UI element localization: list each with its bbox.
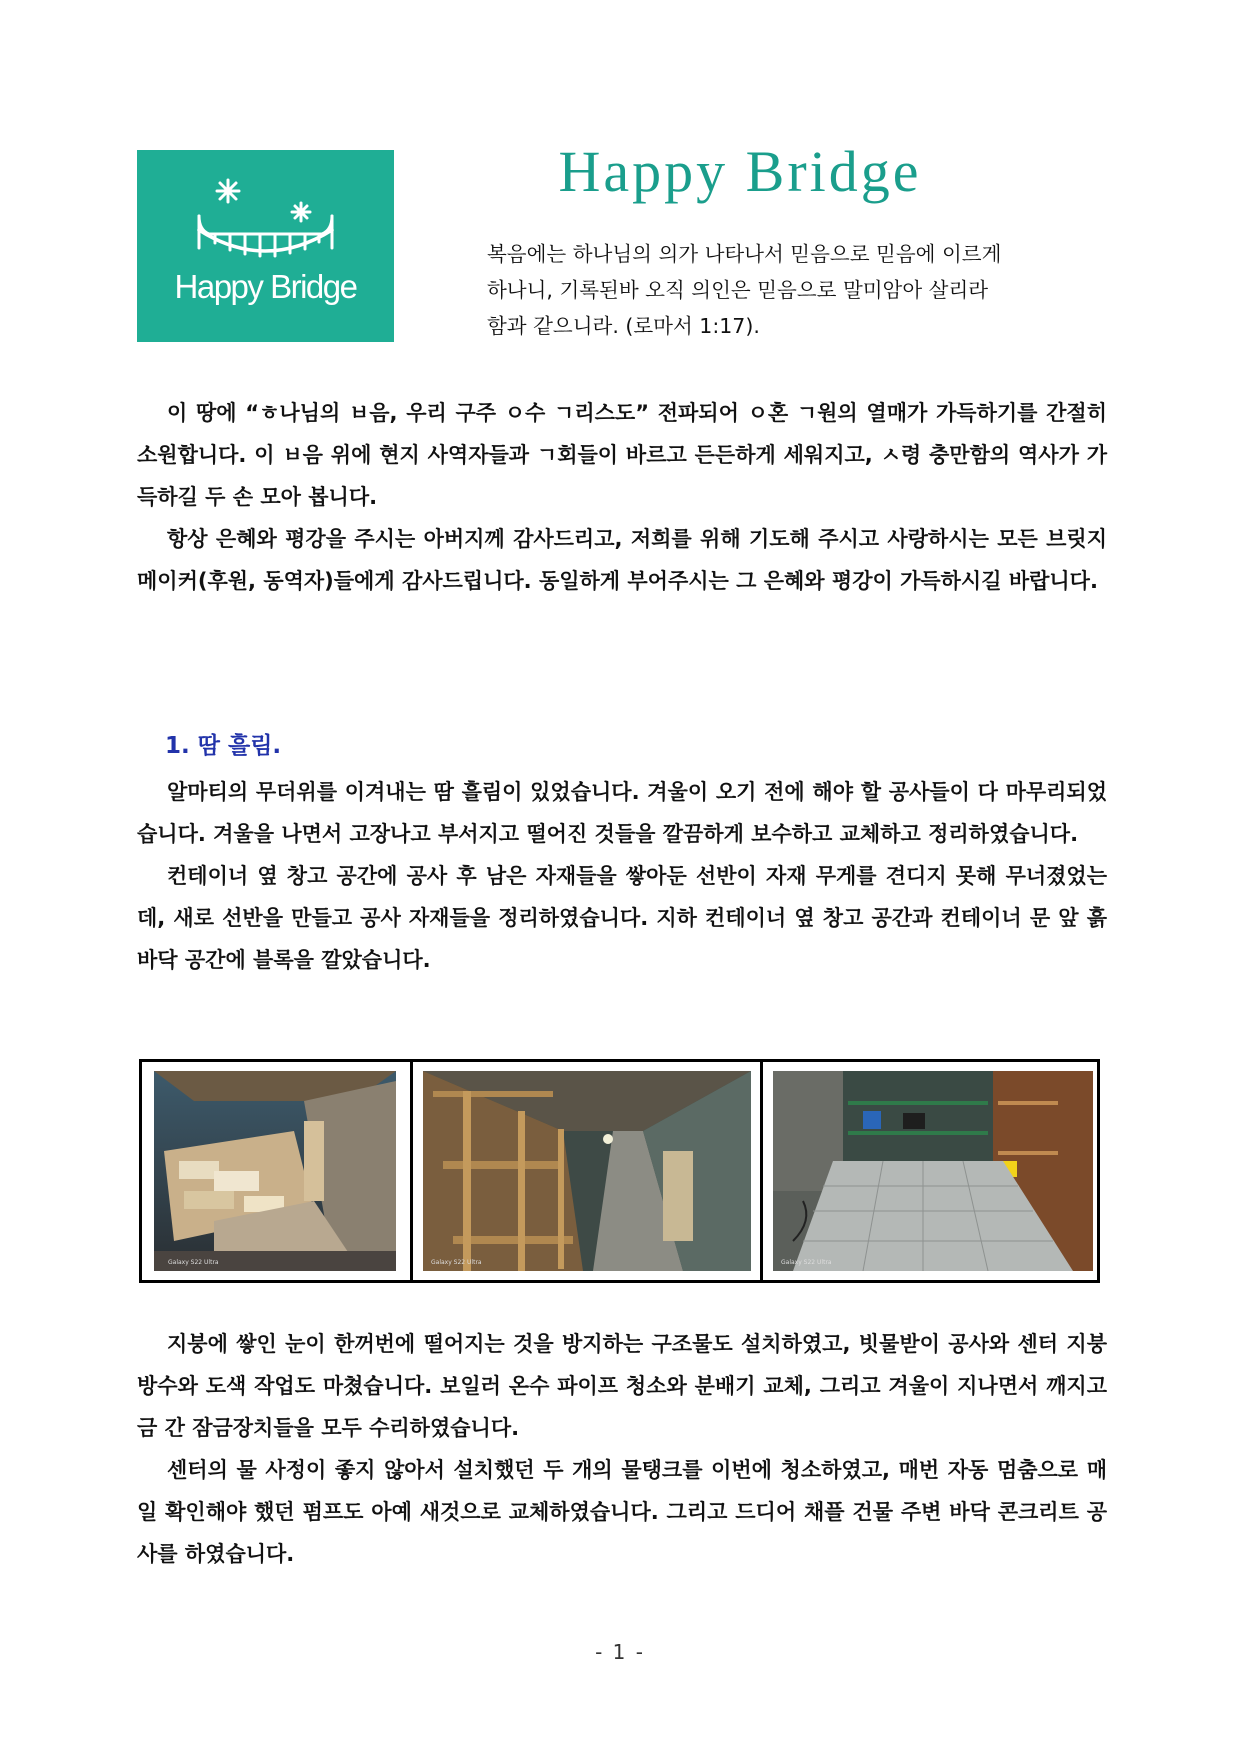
- section-text: [137, 1323, 1107, 1575]
- intro-paragraph: 이 땅에 “ㅎ나님의 ㅂ음, 우리 구주 ㅇ수 ㄱ리스도” 전파되어 ㅇ혼 ㄱ원의 열매가 가득하기를 간절히 소원합니다. 이 ㅂ음 위에 현지 사역자들과 ㄱ회들이 바르고 든든하게 세워지고, ㅅ령 충만함의 역사가 가득하길 두 손 모아 봅니다.: [137, 401, 1107, 509]
- section-text: [137, 771, 1107, 981]
- photo-table: [139, 1059, 1100, 1283]
- photo-cell: [142, 1062, 410, 1280]
- verse-line: 함과 같으니라. (로마서 1:17).: [487, 314, 760, 338]
- section-paragraph: 컨테이너 옆 창고 공간에 공사 후 남은 자재들을 쌓아둔 선반이 자재 무게를 견디지 못해 무너졌었는데, 새로 선반을 만들고 공사 자재들을 정리하였습니다. 지하 컨테이너 옆 창고 공간과 컨테이너 문 앞 흙바닥 공간에 블록을 깔았습니다.: [137, 864, 1107, 972]
- star-icon: [217, 180, 239, 202]
- verse-line: 복음에는 하나님의 의가 나타나서 믿음으로 믿음에 이르게: [487, 242, 1002, 266]
- photo-cell: [760, 1062, 1097, 1280]
- bible-verse: [487, 236, 1087, 344]
- intro-text: [137, 392, 1107, 602]
- section-paragraph: 알마티의 무더위를 이겨내는 땀 흘림이 있었습니다. 겨울이 오기 전에 해야 할 공사들이 다 마무리되었습니다. 겨울을 나면서 고장나고 부서지고 떨어진 것들을 깔끔하게 보수하고 교체하고 정리하였습니다.: [137, 780, 1107, 846]
- happy-bridge-logo: [137, 150, 394, 342]
- section-paragraph: 지붕에 쌓인 눈이 한꺼번에 떨어지는 것을 방지하는 구조물도 설치하였고, 빗물받이 공사와 센터 지붕 방수와 도색 작업도 마쳤습니다. 보일러 온수 파이프 청소와 분배기 교체, 그리고 겨울이 지나면서 깨지고 금 간 잠금장치들을 모두 수리하였습니다.: [137, 1332, 1107, 1440]
- photo-cell: [410, 1062, 760, 1280]
- photo-new-shelves: [423, 1071, 751, 1271]
- page-title: Happy Bridge: [558, 139, 922, 204]
- photo-block-floor: [773, 1071, 1093, 1271]
- photo-watermark: Galaxy S22 Ultra: [781, 1259, 832, 1266]
- photo-watermark: Galaxy S22 Ultra: [168, 1259, 219, 1266]
- bridge-icon: [137, 150, 394, 342]
- photo-watermark: Galaxy S22 Ultra: [431, 1259, 482, 1266]
- star-icon: [292, 203, 310, 221]
- photo-collapsed-shelf: [154, 1071, 396, 1271]
- page-number: - 1 -: [595, 1640, 645, 1664]
- logo-text: Happy Bridge: [174, 268, 357, 305]
- verse-line: 하나니, 기록된바 오직 의인은 믿음으로 말미암아 살리라: [487, 278, 989, 302]
- section-paragraph: 센터의 물 사정이 좋지 않아서 설치했던 두 개의 물탱크를 이번에 청소하였고, 매번 자동 멈춤으로 매일 확인해야 했던 펌프도 아예 새것으로 교체하였습니다. 그리고 드디어 채플 건물 주변 바닥 콘크리트 공사를 하였습니다.: [137, 1458, 1107, 1566]
- section-heading: 1. 땀 흘림.: [165, 733, 282, 759]
- intro-paragraph: 항상 은혜와 평강을 주시는 아버지께 감사드리고, 저희를 위해 기도해 주시고 사랑하시는 모든 브릿지 메이커(후원, 동역자)들에게 감사드립니다. 동일하게 부어주시는 그 은혜와 평강이 가득하시길 바랍니다.: [137, 527, 1107, 593]
